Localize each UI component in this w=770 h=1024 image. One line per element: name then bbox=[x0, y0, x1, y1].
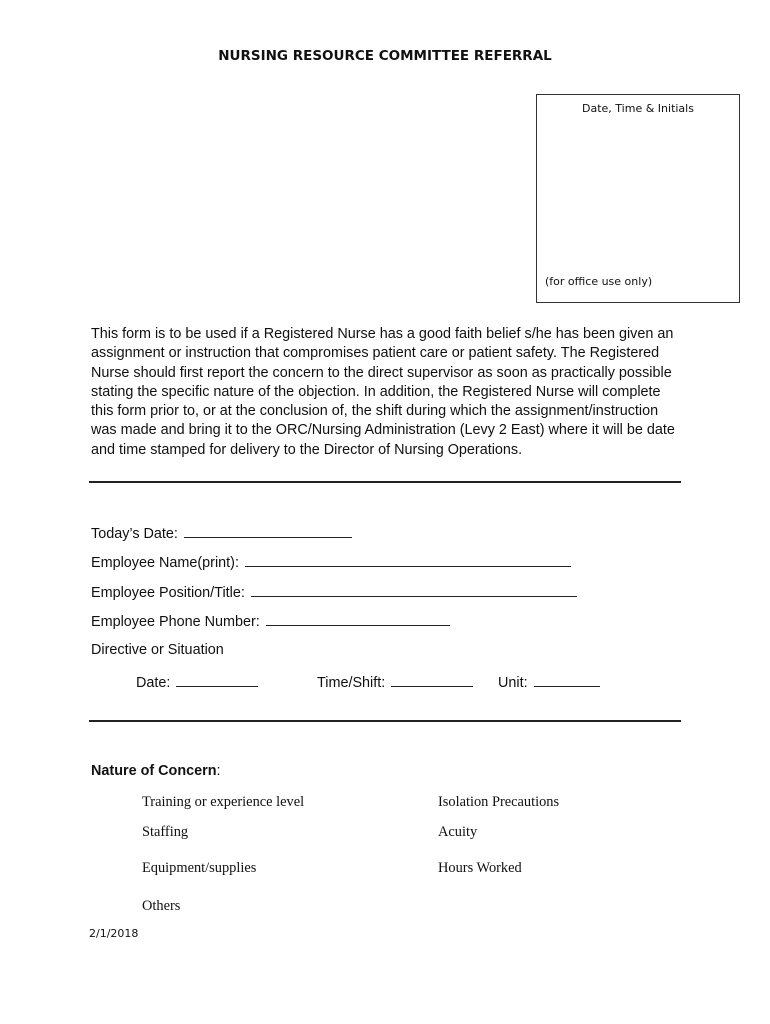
unit-line[interactable] bbox=[534, 673, 600, 687]
employee-position-field bbox=[91, 583, 577, 601]
unit-label: Unit: bbox=[498, 675, 528, 691]
employee-name-label: Employee Name(print): bbox=[91, 555, 239, 571]
option-isolation[interactable]: Isolation Precautions bbox=[438, 794, 560, 810]
date-label: Date: bbox=[136, 675, 171, 691]
footer-date: 2/1/2018 bbox=[89, 927, 139, 940]
employee-phone-label: Employee Phone Number: bbox=[91, 614, 260, 630]
todays-date-line[interactable] bbox=[184, 524, 352, 538]
time-shift-field bbox=[317, 673, 473, 691]
intro-paragraph: This form is to be used if a Registered Nurse has a good faith belief s/he has been given an assignment or instruction that compromises patient care or patient safety. The Registered Nurse should first report the concern to the direct supervisor as soon as practically possible stating the specific nature of the objection. In addition, the Registered Nurse will complete this form prior to, or at the conclusion of, the shift during which the assignment/instruction was made and bring it to the ORC/Nursing Administration (Levy 2 East) where it will be date and time stamped for delivery to the Director of Nursing Operations. bbox=[91, 326, 675, 458]
divider-top bbox=[89, 481, 681, 483]
employee-position-line[interactable] bbox=[251, 583, 577, 597]
date-field bbox=[136, 673, 258, 691]
office-box-footer: (for office use only) bbox=[545, 275, 653, 288]
directive-label: Directive or Situation bbox=[91, 642, 224, 658]
time-shift-line[interactable] bbox=[391, 673, 473, 687]
date-line[interactable] bbox=[176, 673, 258, 687]
unit-field bbox=[498, 673, 600, 691]
divider-bottom bbox=[89, 720, 681, 722]
todays-date-field bbox=[91, 524, 352, 542]
form-title: NURSING RESOURCE COMMITTEE REFERRAL bbox=[218, 48, 552, 64]
option-hours-worked[interactable]: Hours Worked bbox=[438, 860, 522, 876]
office-box-header: Date, Time & Initials bbox=[582, 102, 694, 115]
employee-position-label: Employee Position/Title: bbox=[91, 585, 245, 601]
employee-phone-line[interactable] bbox=[266, 612, 450, 626]
time-shift-label: Time/Shift: bbox=[317, 675, 386, 691]
office-use-box bbox=[536, 94, 740, 303]
todays-date-label: Today’s Date: bbox=[91, 526, 178, 542]
nature-of-concern-label: Nature of Concern bbox=[91, 763, 217, 779]
option-equipment[interactable]: Equipment/supplies bbox=[142, 860, 257, 876]
option-training[interactable]: Training or experience level bbox=[142, 794, 305, 810]
option-acuity[interactable]: Acuity bbox=[438, 824, 478, 840]
nature-of-concern-heading bbox=[91, 763, 221, 779]
nature-colon: : bbox=[216, 763, 221, 779]
employee-name-field bbox=[91, 553, 571, 571]
option-others[interactable]: Others bbox=[142, 898, 181, 914]
employee-name-line[interactable] bbox=[245, 553, 571, 567]
option-staffing[interactable]: Staffing bbox=[142, 824, 189, 840]
employee-phone-field bbox=[91, 612, 450, 630]
